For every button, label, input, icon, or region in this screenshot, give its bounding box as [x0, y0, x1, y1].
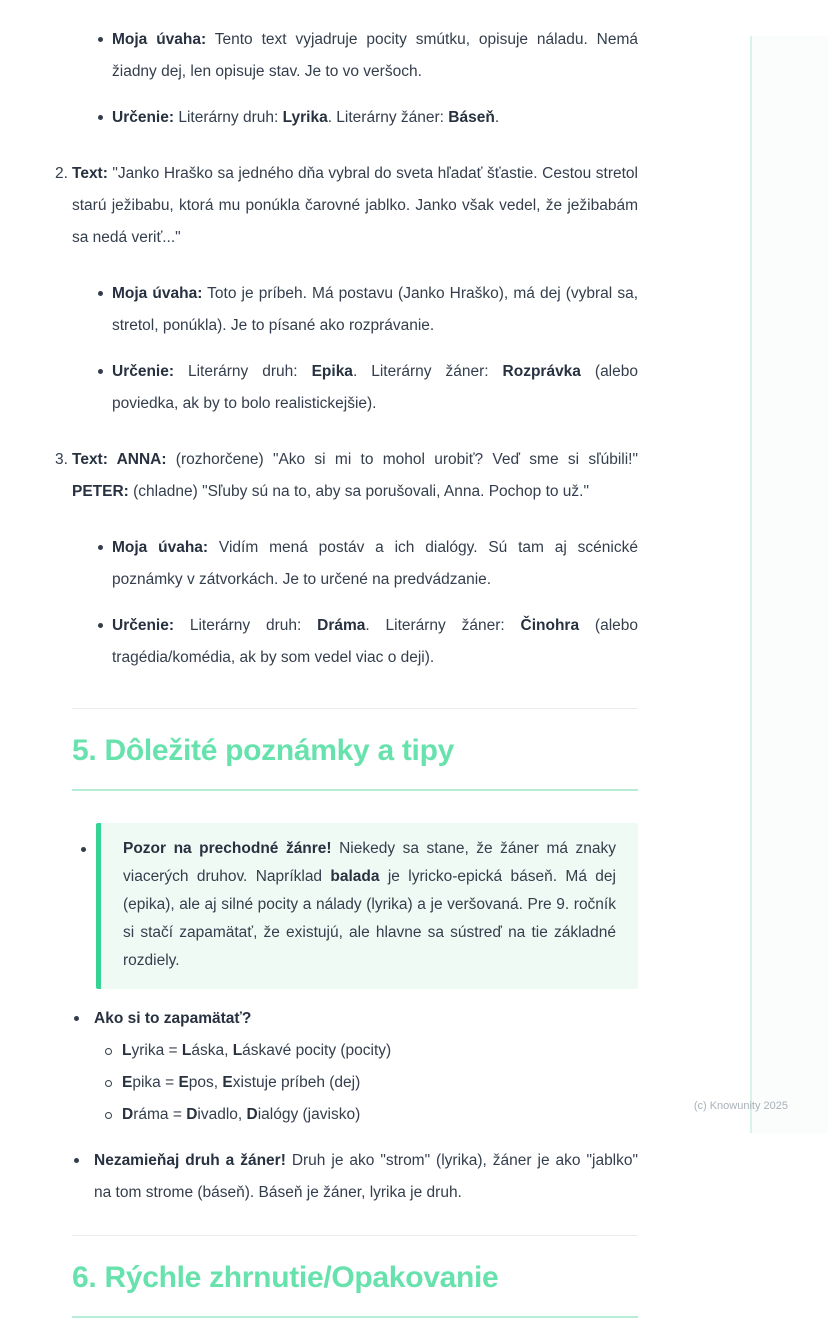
- item-paragraph: Text: ANNA: (rozhorčene) "Ako si mi to mohol urobiť? Veď sme si sľúbili!" PETER: (chladne) "Sľuby sú na to, aby sa porušovali, Anna. Pochop to už.": [72, 451, 638, 500]
- circle-bullet-icon: [105, 1080, 112, 1087]
- page-edge-line: [750, 36, 752, 1133]
- bullet-icon: [98, 115, 103, 120]
- list-item-text: Moja úvaha: Vidím mená postáv a ich dialógy. Sú tam aj scénické poznámky v zátvorkách. Je to určené na predvádzanie.: [112, 539, 638, 588]
- section-5-title-underline: [72, 789, 638, 791]
- callout-list-item: [72, 823, 638, 989]
- list-item-text: Lyrika = Láska, Láskavé pocity (pocity): [122, 1042, 392, 1059]
- bullet-icon: [74, 1158, 79, 1163]
- callout-text: Pozor na prechodné žánre! Niekedy sa stane, že žáner má znaky viacerých druhov. Napríklad balada je lyricko-epická báseň. Má dej (epika), ale aj silné pocity a nálady (lyrika) a je veršovaná. Pre 9. ročník si stačí zapamätať, že existujú, ale hlavne sa sústreď na tie základné rozdiely.: [123, 840, 616, 969]
- callout-box: [96, 823, 638, 989]
- section-6-title: 6. Rýchle zhrnutie/Opakovanie: [72, 1261, 499, 1294]
- list-item-text: Určenie: Literárny druh: Lyrika. Literárny žáner: Báseň.: [112, 109, 500, 126]
- bullet-icon: [98, 369, 103, 374]
- list-item-urcenie-3: [72, 610, 638, 674]
- list-item-text: Epika = Epos, Existuje príbeh (dej): [122, 1074, 361, 1091]
- section-divider: [72, 708, 638, 709]
- tip-warning: [72, 1145, 638, 1209]
- copyright-credit: (c) Knowunity 2025: [693, 1100, 788, 1112]
- list-item-uvaha-3: [72, 532, 638, 596]
- list-item-text: Určenie: Literárny druh: Dráma. Literárny žáner: Činohra (alebo tragédia/komédia, ak by som vedel viac o deji).: [112, 617, 638, 666]
- bullet-icon: [74, 1016, 79, 1021]
- bullet-icon: [98, 37, 103, 42]
- bullet-icon: [98, 623, 103, 628]
- item-paragraph: Text: "Janko Hraško sa jedného dňa vybral do sveta hľadať šťastie. Cestou stretol starú ježibabu, ktorá mu ponúkla čarovné jablko. Janko však vedel, že ježibabám sa nedá veriť...": [72, 165, 638, 246]
- tips-list: [72, 1003, 638, 1209]
- bullet-icon: [98, 291, 103, 296]
- list-item-text: Nezamieňaj druh a žáner! Druh je ako "strom" (lyrika), žáner je ako "jablko" na tom strome (báseň). Báseň je žáner, lyrika je druh.: [94, 1152, 639, 1201]
- mnemonic-epika: [72, 1067, 638, 1099]
- section-5-title: 5. Dôležité poznámky a tipy: [72, 734, 455, 767]
- tip-mnemonic-label: [72, 1003, 638, 1035]
- list-item-text: Moja úvaha: Tento text vyjadruje pocity smútku, opisuje náladu. Nemá žiadny dej, len opisuje stav. Je to vo veršoch.: [112, 31, 638, 80]
- page-edge-tint: [751, 36, 828, 1134]
- mnemonic-drama: [72, 1099, 638, 1131]
- item-number: 3.: [55, 451, 68, 468]
- item-number: 2.: [55, 165, 68, 182]
- bullet-icon: [98, 545, 103, 550]
- numbered-item-3: [55, 444, 638, 674]
- list-item-text: Dráma = Divadlo, Dialógy (javisko): [122, 1106, 361, 1123]
- list-item-uvaha-1: [72, 24, 638, 88]
- numbered-item-2: [55, 158, 638, 420]
- list-item-text: Moja úvaha: Toto je príbeh. Má postavu (Janko Hraško), má dej (vybral sa, stretol, ponúkla). Je to písané ako rozprávanie.: [112, 285, 638, 334]
- mnemonic-lyrika: [72, 1035, 638, 1067]
- list-item-text: Ako si to zapamätať?: [94, 1010, 252, 1027]
- list-item-text: Určenie: Literárny druh: Epika. Literárny žáner: Rozprávka (alebo poviedka, ak by to bolo realistickejšie).: [112, 363, 638, 412]
- section-divider: [72, 1235, 638, 1236]
- list-item-urcenie-2: [72, 356, 638, 420]
- document-content: [55, 24, 639, 1318]
- circle-bullet-icon: [105, 1048, 112, 1055]
- circle-bullet-icon: [105, 1112, 112, 1119]
- bullet-icon: [81, 847, 86, 852]
- list-item-urcenie-1: [72, 102, 638, 134]
- list-item-uvaha-2: [72, 278, 638, 342]
